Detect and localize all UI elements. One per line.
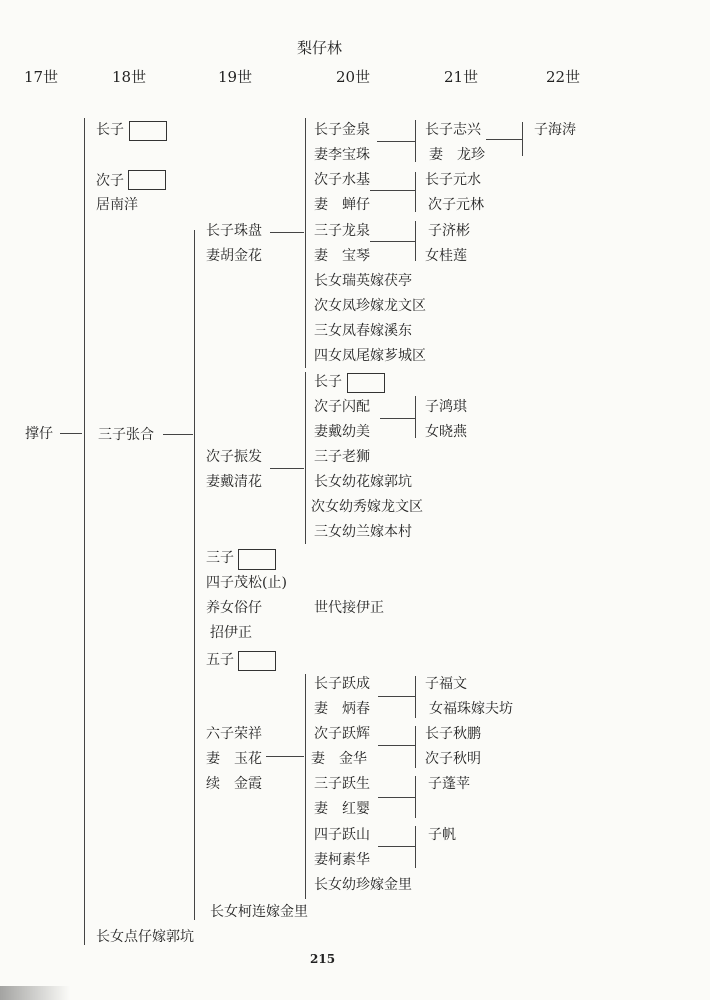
connector-line [415, 676, 416, 718]
generation-header-19: 19世 [218, 68, 253, 86]
page-title: 梨仔林 [297, 39, 343, 57]
page-number: 215 [310, 952, 336, 966]
person-gen19-adopted: 养女俗仔 [206, 600, 262, 616]
person-gen21: 子福文 [425, 676, 467, 692]
name-blank-box [129, 121, 167, 141]
connector-line [60, 433, 82, 434]
connector-line [378, 745, 415, 746]
person-gen21: 长子志兴 [425, 122, 481, 138]
connector-line [163, 434, 193, 435]
person-gen19-sixth-wife: 妻 玉花 [206, 751, 262, 767]
connector-line [305, 372, 306, 544]
name-blank-box [347, 373, 385, 393]
person-gen21: 女福珠嫁夫坊 [429, 701, 513, 717]
connector-line [415, 221, 416, 261]
person-gen19-first: 长子珠盘 [206, 223, 262, 239]
note-adopted: 世代接伊正 [314, 600, 384, 616]
scan-shadow [0, 986, 70, 1000]
person-gen20: 次女凤珍嫁龙文区 [314, 298, 426, 314]
person-gen19-sixth: 六子荣祥 [206, 726, 262, 742]
generation-header-18: 18世 [112, 68, 147, 86]
person-gen20: 妻 宝琴 [314, 248, 370, 264]
connector-line [378, 797, 415, 798]
connector-line [370, 190, 415, 191]
connector-line [415, 396, 416, 438]
person-gen20: 长女瑞英嫁茯亭 [314, 273, 412, 289]
person-gen20: 三女凤春嫁溪东 [314, 323, 412, 339]
name-blank-box [238, 549, 276, 570]
name-blank-box [238, 651, 276, 671]
connector-line [194, 230, 195, 920]
connector-line [370, 241, 415, 242]
connector-line [305, 674, 306, 899]
person-gen20: 妻李宝珠 [314, 147, 370, 163]
name-blank-box [128, 170, 166, 190]
generation-header-17: 17世 [24, 68, 59, 86]
person-gen20: 妻 金华 [311, 751, 367, 767]
person-gen18-first: 长子 [96, 122, 124, 138]
connector-line [378, 696, 415, 697]
person-gen21: 妻 龙珍 [429, 147, 485, 163]
person-gen20: 次子闪配 [314, 399, 370, 415]
connector-line [305, 118, 306, 368]
person-gen20: 长子跃成 [314, 676, 370, 692]
generation-header-20: 20世 [336, 68, 371, 86]
person-gen20: 四女凤尾嫁芗城区 [314, 348, 426, 364]
person-gen20: 三子跃生 [314, 776, 370, 792]
generation-header-22: 22世 [546, 68, 581, 86]
person-gen19-sixth-wife2: 续 金霞 [206, 776, 262, 792]
person-gen20: 妻 红婴 [314, 801, 370, 817]
person-gen21: 子鸿琪 [425, 399, 467, 415]
person-gen20: 妻戴幼美 [314, 424, 370, 440]
person-gen21: 长子秋鹏 [425, 726, 481, 742]
person-gen19-first-wife: 妻胡金花 [206, 248, 262, 264]
person-gen19-second-wife: 妻戴清花 [206, 474, 262, 490]
person-gen18-daughter: 长女点仔嫁郭坑 [96, 929, 194, 945]
person-gen19-third: 三子 [206, 550, 234, 566]
person-gen19-second: 次子振发 [206, 449, 262, 465]
person-gen19-daughter: 长女柯连嫁金里 [210, 904, 308, 920]
connector-line [380, 418, 415, 419]
connector-line [486, 139, 522, 140]
person-gen21: 子帆 [428, 827, 456, 843]
person-gen19-fourth: 四子茂松(止) [206, 575, 287, 591]
person-gen21: 女晓燕 [425, 424, 467, 440]
person-gen21: 次子元林 [428, 197, 484, 213]
person-gen21: 子蓬苹 [428, 776, 470, 792]
person-gen21: 女桂莲 [425, 248, 467, 264]
connector-line [415, 826, 416, 868]
person-gen20: 次子跃辉 [314, 726, 370, 742]
person-gen20: 四子跃山 [314, 827, 370, 843]
person-gen20: 次子水基 [314, 172, 370, 188]
person-gen20: 妻 炳春 [314, 701, 370, 717]
person-gen18-second: 次子 [96, 173, 124, 189]
connector-line [270, 232, 304, 233]
person-gen18-note: 居南洋 [96, 197, 138, 213]
person-gen17: 撑仔 [25, 426, 53, 442]
person-gen21: 子济彬 [428, 223, 470, 239]
person-gen20: 长子金泉 [314, 122, 370, 138]
person-gen20: 长女幼珍嫁金里 [314, 877, 412, 893]
connector-line [415, 120, 416, 162]
connector-line [378, 846, 415, 847]
person-gen20: 三女幼兰嫁本村 [314, 524, 412, 540]
connector-line [270, 468, 304, 469]
person-gen18-third: 三子张合 [98, 427, 154, 443]
connector-line [377, 141, 415, 142]
person-gen22: 子海涛 [534, 122, 576, 138]
person-gen21: 长子元水 [425, 172, 481, 188]
person-gen20: 长女幼花嫁郭坑 [314, 474, 412, 490]
connector-line [415, 726, 416, 768]
connector-line [415, 172, 416, 212]
connector-line [84, 118, 85, 945]
person-gen20: 三子龙泉 [314, 223, 370, 239]
person-gen19-adopted-husband: 招伊正 [210, 625, 252, 641]
person-gen20: 妻柯素华 [314, 852, 370, 868]
person-gen20: 长子 [314, 374, 342, 390]
connector-line [522, 122, 523, 156]
person-gen20: 三子老狮 [314, 449, 370, 465]
connector-line [415, 776, 416, 818]
person-gen21: 次子秋明 [425, 751, 481, 767]
generation-header-21: 21世 [444, 68, 479, 86]
person-gen19-fifth: 五子 [206, 652, 234, 668]
connector-line [266, 756, 304, 757]
person-gen20: 妻 蝉仔 [314, 197, 370, 213]
person-gen20: 次女幼秀嫁龙文区 [311, 499, 423, 515]
